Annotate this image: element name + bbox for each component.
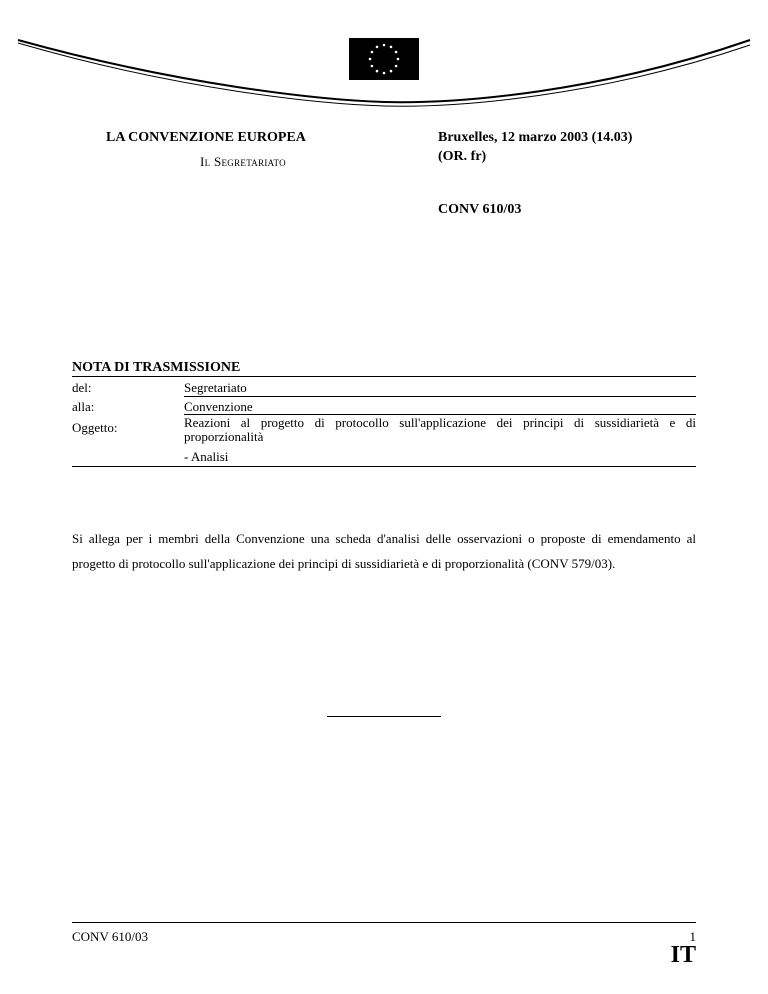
flag-star [383,44,386,47]
flag-star [371,65,374,68]
from-value: Segretariato [184,380,247,395]
organization-title: LA CONVENZIONE EUROPEA [106,130,306,145]
flag-star [376,70,379,73]
to-value: Convenzione [184,399,253,414]
flag-star [369,58,372,61]
divider [184,396,696,397]
divider [72,466,696,467]
footer-divider [72,922,696,923]
subject-value: Reazioni al progetto di protocollo sull'applicazione dei principi di sussidiarietà e di proporzionalità [184,415,696,444]
flag-star [397,58,400,61]
footer-doc-ref: CONV 610/03 [72,929,148,944]
to-label: alla: [72,399,95,414]
page-number: 1 [689,929,696,944]
flag-star [371,51,374,54]
organization-subtitle: Il Segretariato [200,154,286,169]
flag-star [390,46,393,49]
body-paragraph: Si allega per i membri della Convenzione una scheda d'analisi delle osservazioni o proposte di emendamento al progetto di protocollo sull'applicazione dei principi di sussidiarietà e di proporzionalità (CONV 579/03). [72,531,696,571]
flag-star [376,46,379,49]
from-label: del: [72,380,92,395]
note-title: NOTA DI TRASMISSIONE [72,360,241,375]
subject-label: Oggetto: [72,420,118,435]
flag-star [395,65,398,68]
original-language: (OR. fr) [438,149,487,164]
divider [72,376,696,377]
document-reference: CONV 610/03 [438,202,522,217]
eu-flag-icon [349,38,419,80]
subject-extra: - Analisi [184,449,229,464]
header-swoosh [0,0,768,120]
language-code: IT [670,942,696,968]
flag-star [390,70,393,73]
flag-star [383,72,386,75]
date-line: Bruxelles, 12 marzo 2003 (14.03) [438,130,633,145]
end-divider [327,716,441,717]
flag-star [395,51,398,54]
